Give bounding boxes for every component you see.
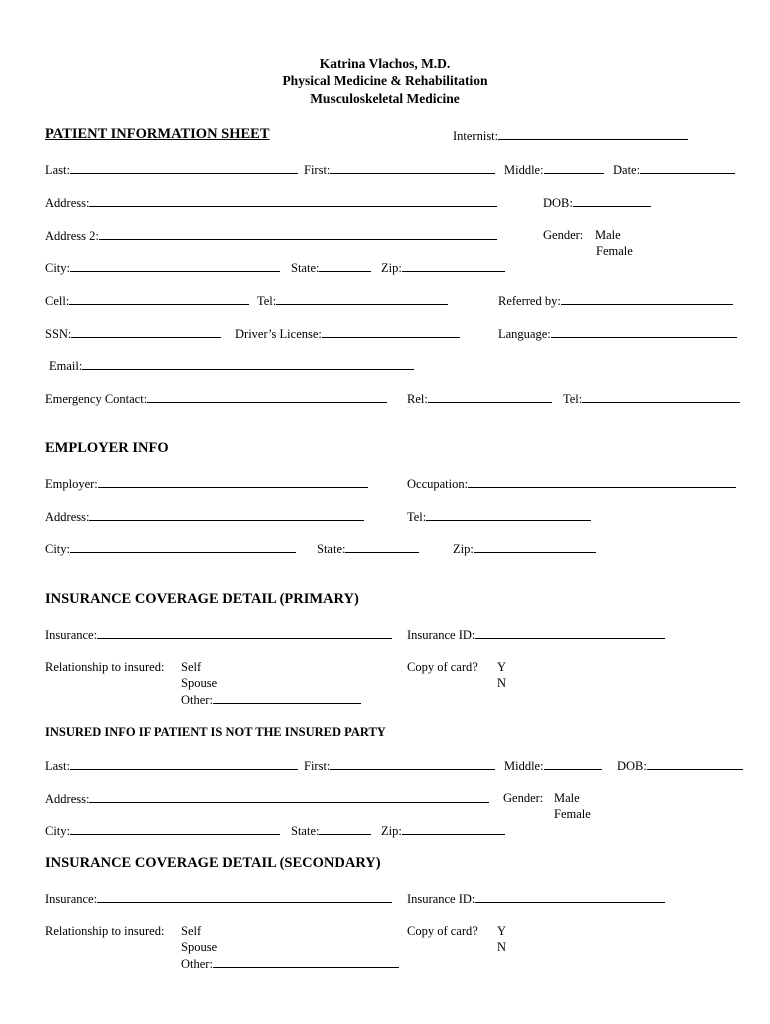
insured-state-field[interactable] bbox=[319, 823, 371, 835]
date-field[interactable] bbox=[640, 162, 735, 174]
ssn-label: SSN: bbox=[45, 327, 72, 341]
primary-insurance-id-label: Insurance ID: bbox=[407, 628, 476, 642]
middle-name-field[interactable] bbox=[544, 162, 604, 174]
primary-copy-yes-option[interactable]: Y bbox=[497, 660, 507, 674]
insured-gender-label: Gender: bbox=[503, 791, 544, 805]
secondary-copy-no-option[interactable]: N bbox=[497, 940, 507, 954]
secondary-relationship-other-field[interactable] bbox=[213, 956, 399, 968]
specialty-line-1: Physical Medicine & Rehabilitation bbox=[282, 73, 488, 88]
secondary-insurance-id-field[interactable] bbox=[475, 891, 665, 903]
occupation-label: Occupation: bbox=[407, 477, 469, 491]
internist-label: Internist: bbox=[453, 129, 499, 143]
zip-field[interactable] bbox=[402, 260, 505, 272]
insured-dob-label: DOB: bbox=[617, 759, 647, 773]
employer-zip-field[interactable] bbox=[474, 541, 596, 553]
address-2-label: Address 2: bbox=[45, 229, 99, 243]
email-field[interactable] bbox=[82, 358, 414, 370]
city-label: City: bbox=[45, 261, 71, 275]
employer-city-field[interactable] bbox=[70, 541, 296, 553]
specialty-line-2: Musculoskeletal Medicine bbox=[310, 91, 460, 106]
emergency-contact-label: Emergency Contact: bbox=[45, 392, 148, 406]
insured-section-title: INSURED INFO IF PATIENT IS NOT THE INSURED PARTY bbox=[45, 725, 386, 739]
last-name-field[interactable] bbox=[70, 162, 298, 174]
primary-relationship-spouse-option[interactable]: Spouse bbox=[181, 676, 218, 690]
primary-relationship-self-option[interactable]: Self bbox=[181, 660, 202, 674]
first-name-label: First: bbox=[304, 163, 331, 177]
address-label: Address: bbox=[45, 196, 90, 210]
first-name-field[interactable] bbox=[330, 162, 495, 174]
emergency-tel-field[interactable] bbox=[582, 391, 740, 403]
secondary-insurance-field[interactable] bbox=[97, 891, 392, 903]
address-field[interactable] bbox=[89, 195, 497, 207]
insured-gender-male-option[interactable]: Male bbox=[554, 791, 580, 805]
internist-field[interactable] bbox=[498, 128, 688, 140]
tel-field[interactable] bbox=[276, 293, 448, 305]
secondary-insurance-id-label: Insurance ID: bbox=[407, 892, 476, 906]
doctor-name: Katrina Vlachos, M.D. bbox=[319, 56, 451, 71]
insured-address-label: Address: bbox=[45, 792, 90, 806]
insured-first-field[interactable] bbox=[330, 758, 495, 770]
secondary-relationship-self-option[interactable]: Self bbox=[181, 924, 202, 938]
employer-section-title: EMPLOYER INFO bbox=[45, 440, 169, 456]
employer-label: Employer: bbox=[45, 477, 98, 491]
drivers-license-label: Driver’s License: bbox=[235, 327, 322, 341]
insured-zip-label: Zip: bbox=[381, 824, 402, 838]
zip-label: Zip: bbox=[381, 261, 402, 275]
insured-middle-label: Middle: bbox=[504, 759, 544, 773]
middle-name-label: Middle: bbox=[504, 163, 544, 177]
employer-address-field[interactable] bbox=[89, 509, 364, 521]
secondary-insurance-title: INSURANCE COVERAGE DETAIL (SECONDARY) bbox=[45, 855, 381, 871]
dob-label: DOB: bbox=[543, 196, 573, 210]
employer-tel-label: Tel: bbox=[407, 510, 427, 524]
date-label: Date: bbox=[613, 163, 641, 177]
cell-field[interactable] bbox=[69, 293, 249, 305]
secondary-relationship-label: Relationship to insured: bbox=[45, 924, 165, 938]
gender-label: Gender: bbox=[543, 228, 584, 242]
email-label: Email: bbox=[49, 359, 83, 373]
secondary-relationship-other-label: Other: bbox=[181, 957, 213, 971]
secondary-copy-of-card-label: Copy of card? bbox=[407, 924, 478, 938]
drivers-license-field[interactable] bbox=[322, 326, 460, 338]
patient-section-title: PATIENT INFORMATION SHEET bbox=[45, 126, 270, 142]
relation-label: Rel: bbox=[407, 392, 428, 406]
primary-copy-no-option[interactable]: N bbox=[497, 676, 507, 690]
dob-field[interactable] bbox=[573, 195, 651, 207]
state-field[interactable] bbox=[319, 260, 371, 272]
relation-field[interactable] bbox=[428, 391, 552, 403]
language-label: Language: bbox=[498, 327, 551, 341]
emergency-tel-label: Tel: bbox=[563, 392, 583, 406]
employer-address-label: Address: bbox=[45, 510, 90, 524]
secondary-insurance-label: Insurance: bbox=[45, 892, 98, 906]
insured-first-label: First: bbox=[304, 759, 331, 773]
address-2-field[interactable] bbox=[99, 228, 497, 240]
employer-state-field[interactable] bbox=[345, 541, 419, 553]
gender-female-option[interactable]: Female bbox=[596, 244, 633, 258]
secondary-relationship-spouse-option[interactable]: Spouse bbox=[181, 940, 218, 954]
referred-by-field[interactable] bbox=[561, 293, 733, 305]
gender-male-option[interactable]: Male bbox=[595, 228, 621, 242]
language-field[interactable] bbox=[551, 326, 737, 338]
insured-middle-field[interactable] bbox=[544, 758, 602, 770]
primary-relationship-other-field[interactable] bbox=[213, 692, 361, 704]
insured-last-label: Last: bbox=[45, 759, 70, 773]
tel-label: Tel: bbox=[257, 294, 277, 308]
insured-address-field[interactable] bbox=[89, 791, 489, 803]
insured-city-label: City: bbox=[45, 824, 71, 838]
primary-copy-of-card-label: Copy of card? bbox=[407, 660, 478, 674]
insured-gender-female-option[interactable]: Female bbox=[554, 807, 591, 821]
primary-insurance-title: INSURANCE COVERAGE DETAIL (PRIMARY) bbox=[45, 591, 359, 607]
primary-relationship-label: Relationship to insured: bbox=[45, 660, 165, 674]
primary-relationship-other-label: Other: bbox=[181, 693, 213, 707]
primary-insurance-id-field[interactable] bbox=[475, 627, 665, 639]
insured-city-field[interactable] bbox=[70, 823, 280, 835]
city-field[interactable] bbox=[70, 260, 280, 272]
ssn-field[interactable] bbox=[71, 326, 221, 338]
insured-zip-field[interactable] bbox=[402, 823, 505, 835]
employer-state-label: State: bbox=[317, 542, 346, 556]
employer-field[interactable] bbox=[98, 476, 368, 488]
state-label: State: bbox=[291, 261, 320, 275]
insured-state-label: State: bbox=[291, 824, 320, 838]
secondary-copy-yes-option[interactable]: Y bbox=[497, 924, 507, 938]
emergency-contact-field[interactable] bbox=[147, 391, 387, 403]
occupation-field[interactable] bbox=[468, 476, 736, 488]
primary-insurance-field[interactable] bbox=[97, 627, 392, 639]
cell-label: Cell: bbox=[45, 294, 70, 308]
referred-by-label: Referred by: bbox=[498, 294, 561, 308]
last-name-label: Last: bbox=[45, 163, 70, 177]
employer-city-label: City: bbox=[45, 542, 71, 556]
insured-last-field[interactable] bbox=[70, 758, 298, 770]
employer-zip-label: Zip: bbox=[453, 542, 474, 556]
employer-tel-field[interactable] bbox=[426, 509, 591, 521]
insured-dob-field[interactable] bbox=[647, 758, 743, 770]
primary-insurance-label: Insurance: bbox=[45, 628, 98, 642]
